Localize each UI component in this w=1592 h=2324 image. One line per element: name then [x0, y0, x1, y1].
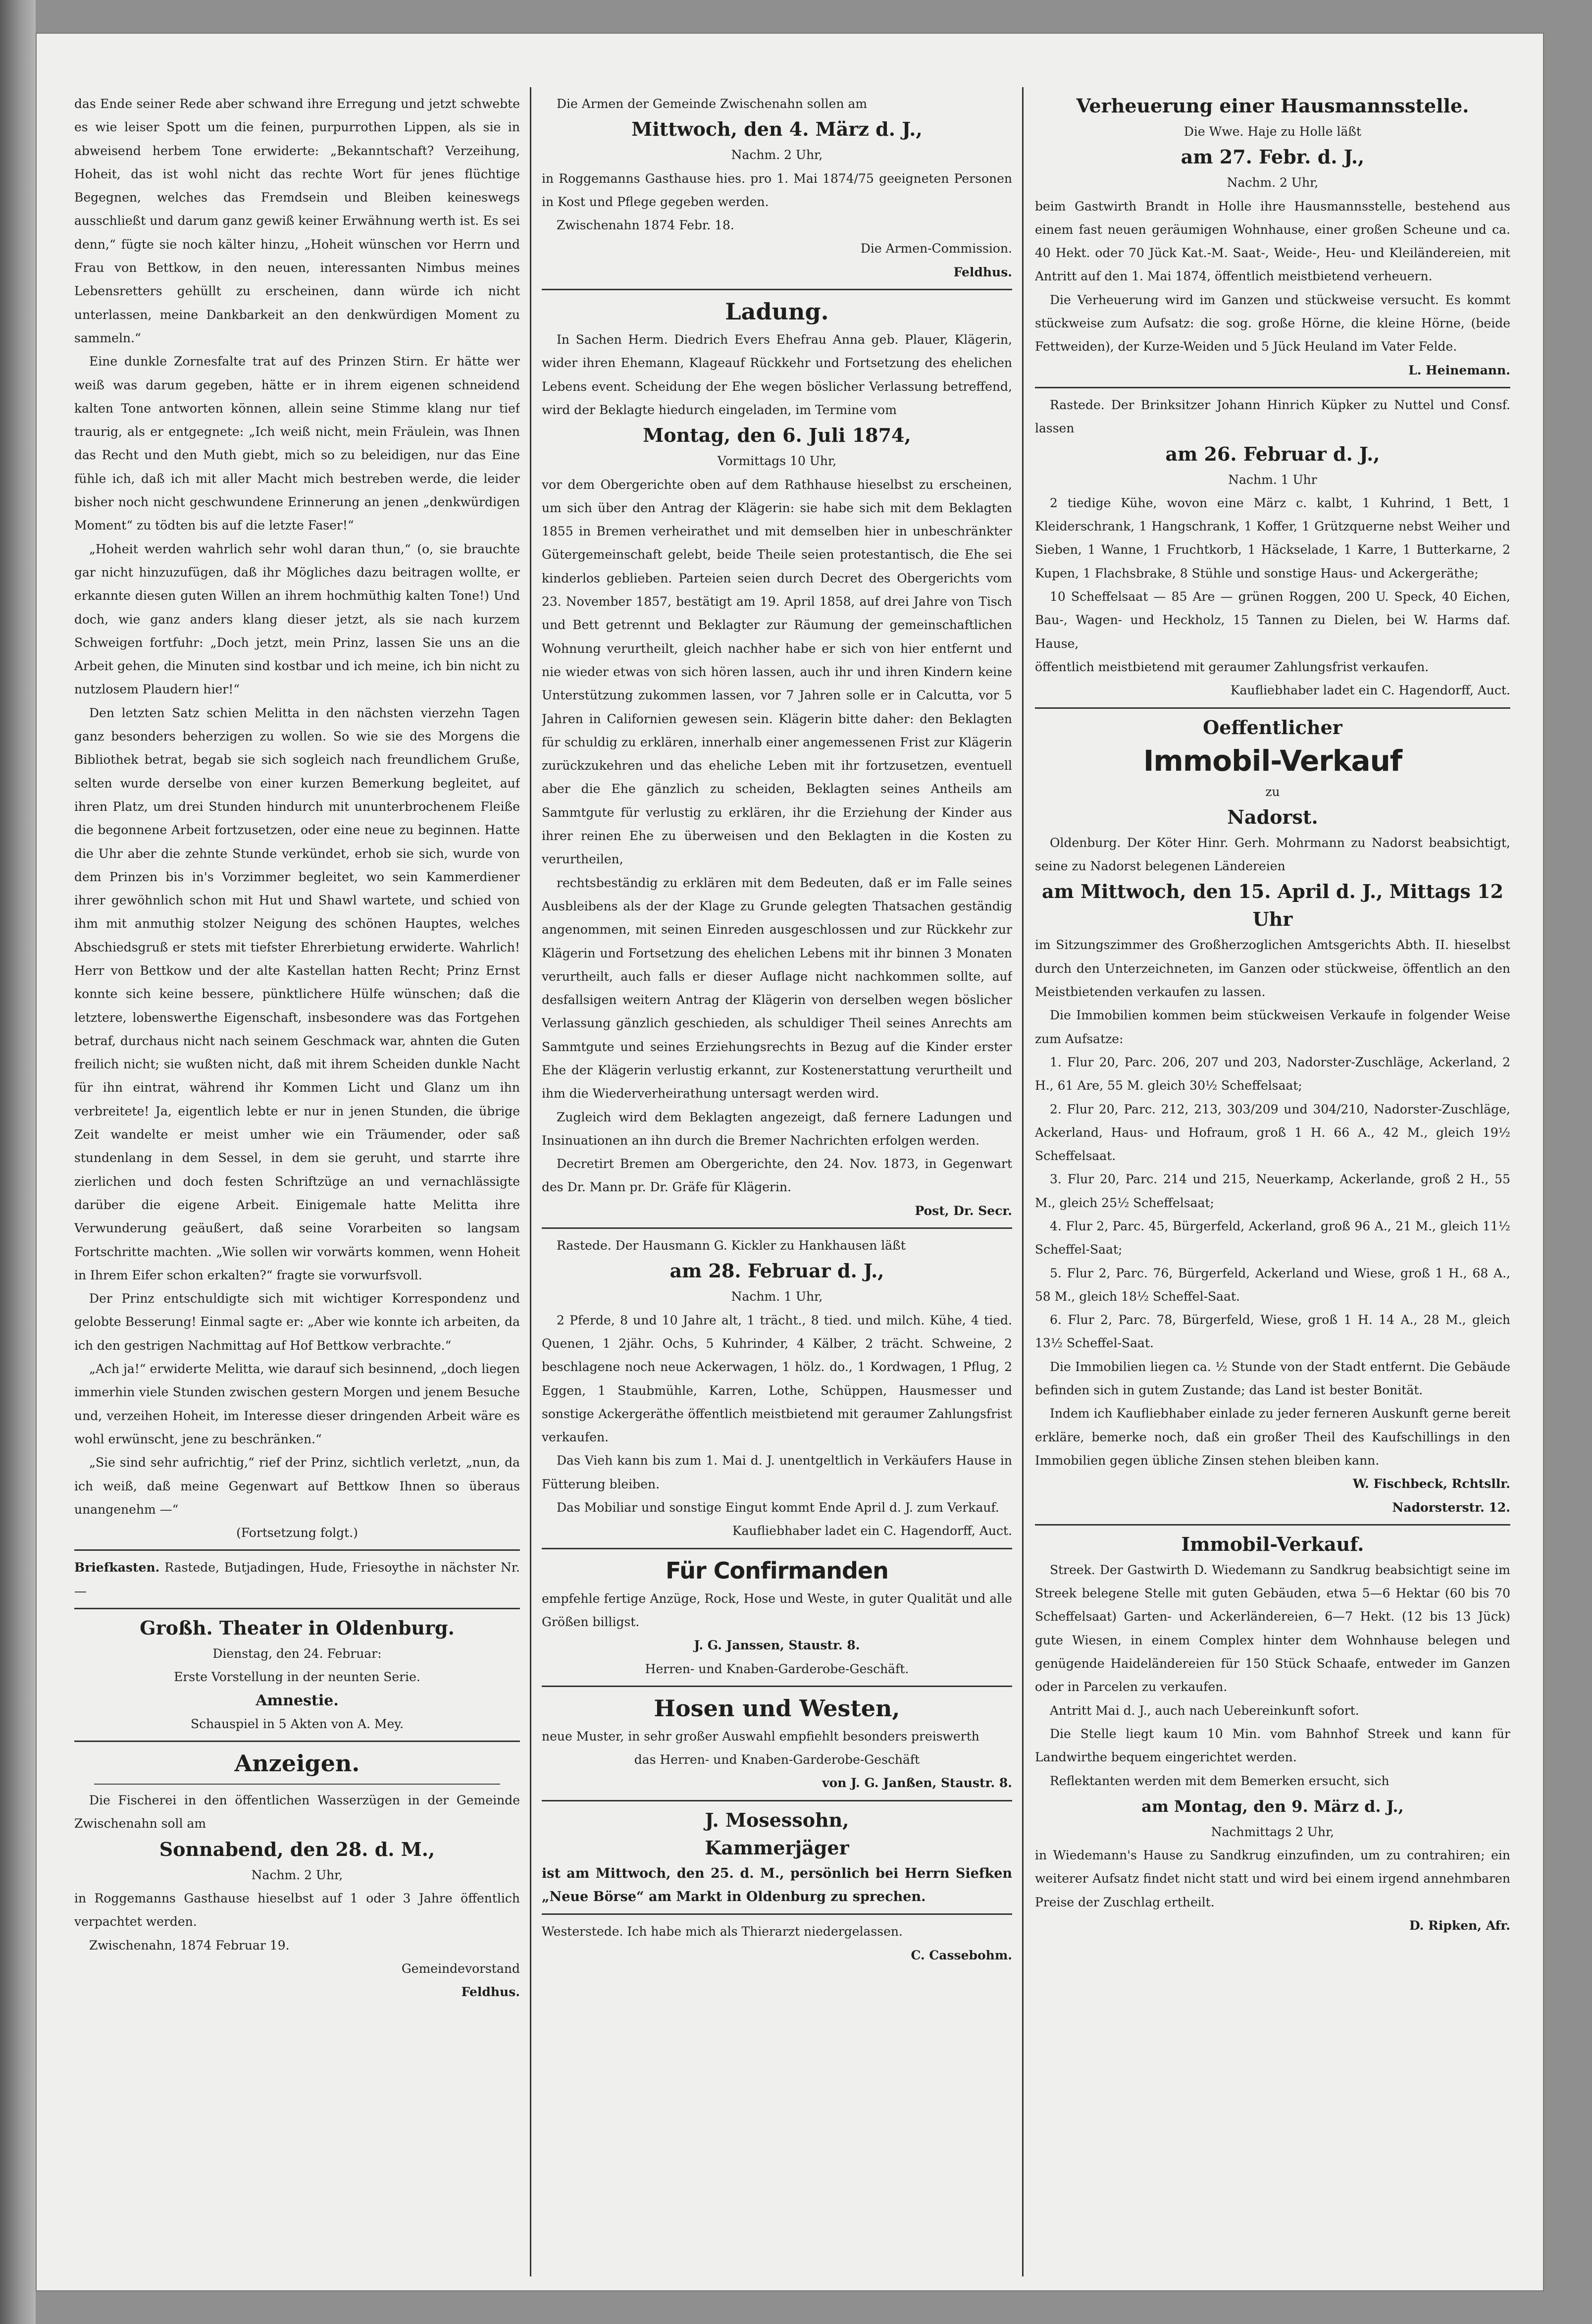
summons-paragraph: In Sachen Herm. Diedrich Evers Ehefrau Anna geb. Plauer, Klägerin, wider ihren Ehemann, Klageauf Rückkehr und Fortsetzung des ehelichen Lebens event. Scheidung der Ehe wegen böslicher Verlassung betreffend, wird der Beklagte hiedurch eingeladen, im Termine vom: [542, 332, 1012, 417]
story-paragraph: Der Prinz entschuldigte sich mit wichtiger Korrespondenz und gelobte Besserung! Einmal sagte er: „Aber wie konnte ich arbeiten, da ich den gestrigen Nachmittag auf Hof Bettkow verbrachte.“: [74, 1291, 520, 1353]
summons-title: Ladung.: [725, 298, 829, 325]
fishery-signature-name: Feldhus.: [461, 1985, 520, 2000]
trousers-text: neue Muster, in sehr großer Auswahl empfiehlt besonders preiswerth: [542, 1729, 979, 1743]
story-paragraph: Eine dunkle Zornesfalte trat auf des Prinzen Stirn. Er hätte wer weiß was darum gegeben, hätte er in ihrem eigenen schneidend kalten Tone antworten können, allein seine Stimme klang nur tief traurig, als er entgegnete: „Ich weiß nicht, mein Fräulein, was Ihnen das Recht und den Muth giebt, mich so zu beleidigen, nur das Eine fühle ich, daß ich mit aller Macht mich bestreben werde, die leider bisher noch nicht geschwundene Erinnerung an jenen „denkwürdigen Moment“ zu tödten bis auf die letzte Faser!“: [74, 354, 520, 533]
divider: [542, 1227, 1012, 1229]
lease-signature: L. Heinemann.: [1408, 363, 1510, 377]
property-sale-2-text: Antritt Mai d. J., auch nach Uebereinkunft sofort.: [1050, 1703, 1359, 1718]
confirmation-title: Für Confirmanden: [666, 1557, 888, 1584]
parcel-item: 3. Flur 20, Parc. 214 und 215, Neuerkamp, Ackerlande, groß 2 H., 55 M., gleich 25½ Scheffelsaat;: [1035, 1172, 1510, 1210]
auction-text: Das Mobiliar und sonstige Eingut kommt Ende April d. J. zum Verkauf.: [557, 1500, 999, 1515]
parcel-item: 2. Flur 20, Parc. 212, 213, 303/209 und 304/210, Nadorster-Zuschläge, Ackerland, Haus- und Hofraum, groß 1 H. 66 A., 42 M., gleich 19½ Scheffelsaat.: [1035, 1102, 1510, 1163]
property-sale-place: Nadorst.: [1227, 805, 1318, 828]
property-sale-2-text: Die Stelle liegt kaum 10 Min. vom Bahnhof Streek und kann für Landwirthe bequem eingerichtet werden.: [1035, 1726, 1510, 1765]
theater-play: Amnestie.: [256, 1691, 339, 1709]
property-sale-2-time: Nachmittags 2 Uhr,: [1211, 1824, 1335, 1839]
confirmation-text: empfehle fertige Anzüge, Rock, Hose und Weste, in guter Qualität und alle Größen billigst.: [542, 1591, 1012, 1629]
poor-relief-place: Zwischenahn 1874 Febr. 18.: [557, 218, 734, 233]
auction-text: 2 tiedige Kühe, wovon eine März c. kalbt, 1 Kuhrind, 1 Bett, 1 Kleiderschrank, 1 Hangschrank, 1 Koffer, 1 Grützquerne nebst Weiher und Sieben, 1 Wanne, 1 Fruchtkorb, 1 Häckselade, 1 Karre, 1 Butterkarne, 2 Kupen, 1 Flachsbrake, 8 Stühle und sonstige Haus- und Ackergeräthe;: [1035, 495, 1510, 581]
ads-title: Anzeigen.: [234, 1750, 360, 1777]
poor-relief-date: Mittwoch, den 4. März d. J.,: [631, 118, 923, 141]
property-sale-2-text: in Wiedemann's Hause zu Sandkrug einzufinden, um zu contrahiren; ein weiterer Aufsatz findet nicht statt und wird bei einem irgend annehmbaren Preise der Zuschlag ertheilt.: [1035, 1848, 1510, 1909]
divider: [1035, 707, 1510, 709]
poor-relief-signature: Die Armen-Commission.: [860, 241, 1012, 256]
property-sale-intro: Oldenburg. Der Köter Hinr. Gerh. Mohrmann zu Nadorst beabsichtigt, seine zu Nadorst belegenen Ländereien: [1035, 835, 1510, 874]
fishery-text: in Roggemanns Gasthause hieselbst auf 1 oder 3 Jahre öffentlich verpachtet werden.: [74, 1891, 520, 1929]
divider: [542, 1913, 1012, 1915]
poor-relief-signature-name: Feldhus.: [953, 264, 1012, 279]
theater-line: Erste Vorstellung in der neunten Serie.: [174, 1670, 420, 1685]
story-paragraph: das Ende seiner Rede aber schwand ihre Erregung und jetzt schwebte es wie leiser Spott um die feinen, purpurrothen Lippen, als sie in abweisend herbem Tone erwiderte: „Bekanntschaft? Verzeihung, Hoheit, das ist wohl nicht das rechte Wort für jenes flüchtige Begegnen, welches das Fremdsein und Bleiben keineswegs ausschließt und darum ganz gewiß keiner Erwähnung werth ist. Es sei denn,“ fügte sie noch kälter hinzu, „Hoheit wünschen vor Herrn und Frau von Bettkow, in den neuen, interessanten Nimbus meines Lebensretters gehüllt zu erscheinen, dann würde ich nicht unterlassen, meine Dankbarkeit an den denkwürdigen Moment zu sammeln.“: [74, 97, 520, 345]
property-sale-title: Oeffentlicher: [1203, 716, 1342, 739]
parcel-item: 1. Flur 20, Parc. 206, 207 und 203, Nadorster-Zuschläge, Ackerland, 2 H., 61 Are, 55 M. gleich 30½ Scheffelsaat;: [1035, 1055, 1510, 1093]
auction-signature: Kaufliebhaber ladet ein C. Hagendorff, Auct.: [1230, 683, 1510, 698]
summons-signature: Post, Dr. Secr.: [915, 1203, 1012, 1218]
parcel-item: 4. Flur 2, Parc. 45, Bürgerfeld, Ackerland, groß 96 A., 21 M., gleich 11½ Scheffel-Saat;: [1035, 1218, 1510, 1257]
property-sale-text: Die Immobilien kommen beim stückweisen Verkaufe in folgender Weise zum Aufsatze:: [1035, 1008, 1510, 1046]
divider: [1035, 1524, 1510, 1526]
vet-text: Westerstede. Ich habe mich als Thierarzt niedergelassen.: [542, 1924, 903, 1939]
column-1: [74, 92, 520, 2281]
auction-time: Nachm. 1 Uhr: [1228, 472, 1317, 487]
letterbox-title: Briefkasten.: [74, 1560, 160, 1575]
fishery-intro: Die Fischerei in den öffentlichen Wasserzügen in der Gemeinde Zwischenahn soll am: [74, 1793, 520, 1831]
lease-text: beim Gastwirth Brandt in Holle ihre Hausmannsstelle, bestehend aus einem fast neuen geräumigen Wohnhause, einer großen Scheune und ca. 40 Hekt. oder 70 Jück Kat.-M. Saat-, Weide-, Heu- und Kleiländereien, mit Antritt auf den 1. Mai 1874, öffentlich meistbietend verheuern.: [1035, 199, 1510, 284]
column-2: [542, 92, 1012, 2281]
fishery-signature: Gemeindevorstand: [401, 1961, 520, 1976]
summons-paragraph: vor dem Obergerichte oben auf dem Rathhause hieselbst zu erscheinen, um sich über den Antrag der Klägerin: sie habe sich mit dem Beklagten 1855 in Bremen verheirathet und mit demselben hier in unbeschränkter Gütergemeinschaft gelebt, beide Theile seien protestantisch, die Ehe sei kinderlos geblieben. Parteien seien durch Decret des Obergerichts vom 23. November 1857, bestätigt am 19. April 1858, auf drei Jahre von Tisch und Bett getrennt und Beklagter zur Räumung der gemeinschaftlichen Wohnung verurtheilt, gleich nachher habe er sich von hier entfernt und nie wieder etwas von sich hören lassen, auch ihr und ihren Kindern keine Unterstützung zukommen lassen, vor 7 Jahren solle er in Calcutta, vor 5 Jahren in Californien gewesen sein. Klägerin bitte daher: den Beklagten für schuldig zu erklären, innerhalb einer angemessenen Frist zur Klägerin zurückzukehren und das eheliche Leben mit ihr fortzusetzen, eventuell aber die Ehe gänzlich zu scheiden, Beklagten seines Antheils am Sammtgute für verlustig zu erklären, ihr die Erziehung der Kinder aus ihrer reinen Ehe zu überweisen und den Beklagten in die Kosten zu verurtheilen,: [542, 477, 1012, 867]
property-sale-address: Nadorsterstr. 12.: [1392, 1500, 1510, 1515]
exterminator-title: Kammerjäger: [705, 1836, 849, 1859]
summons-time: Vormittags 10 Uhr,: [717, 454, 837, 469]
auction-text: 10 Scheffelsaat — 85 Are — grünen Roggen, 200 U. Speck, 40 Eichen, Bau-, Wagen- und Heckholz, 15 Tannen zu Dielen, bei W. Harms daf. Hause,: [1035, 589, 1510, 651]
parcel-item: 5. Flur 2, Parc. 76, Bürgerfeld, Ackerland und Wiese, groß 1 H., 68 A., 58 M., gleich 18½ Scheffel-Saat.: [1035, 1266, 1510, 1304]
summons-paragraph: rechtsbeständig zu erklären mit dem Bedeuten, daß er im Falle seines Ausbleibens als der der Klage zu Grunde gelegten Thatsachen geständig angenommen, mit seinen Einreden ausgeschlossen und zur Rückkehr zur Klägerin und Fortsetzung des ehelichen Lebens mit ihr binnen 3 Monaten verurtheilt, auch falls er dieser Auflage nicht nachkommen sollte, auf desfallsigen weitern Antrag der Klägerin von derselben wegen böslicher Verlassung gänzlich geschieden, als schuldiger Theil seines Anrechts am Sammtgute und seines Erziehungsrechts in Bezug auf die Kinder erster Ehe der Klägerin verlustig erkannt, zur Kostenerstattung verurtheilt und ihm die Wiederverheirathung untersagt werden wird.: [542, 875, 1012, 1101]
poor-relief-text: in Roggemanns Gasthause hies. pro 1. Mai 1874/75 geeigneten Personen in Kost und Pflege gegeben werden.: [542, 171, 1012, 209]
confirmation-subtitle: Herren- und Knaben-Garderobe-Geschäft.: [645, 1661, 909, 1676]
divider: [542, 1800, 1012, 1801]
auction-intro: Rastede. Der Hausmann G. Kickler zu Hankhausen läßt: [557, 1238, 906, 1253]
story-paragraph: „Ach ja!“ erwiderte Melitta, wie darauf sich besinnend, „doch liegen immerhin viele Stunden zwischen gestern Morgen und jenem Besuche und, verzeihen Hoheit, im Interesse dieser dringenden Arbeit wäre es wohl erwünscht, jene zu beschränken.“: [74, 1362, 520, 1446]
property-sale-2-text: Streek. Der Gastwirth D. Wiedemann zu Sandkrug beabsichtigt seine im Streek belegene Stelle mit guten Gebäuden, etwa 5—6 Hektar (60 bis 70 Scheffelsaat) Garten- und Ackerländereien, 6—7 Hekt. (12 bis 13 Jück) gute Wiesen, in einem Complex hinter dem Wohnhause belegen und genügende Haideländereien für 150 Stück Schaafe, entweder im Ganzen oder in Parcelen zu verkaufen.: [1035, 1562, 1510, 1694]
fishery-place: Zwischenahn, 1874 Februar 19.: [89, 1938, 290, 1953]
property-sale-text: Die Immobilien liegen ca. ½ Stunde von der Stadt entfernt. Die Gebäude befinden sich in gutem Zustande; das Land ist bester Bonität.: [1035, 1359, 1510, 1398]
divider: [74, 1549, 520, 1551]
property-sale-2-signature: D. Ripken, Afr.: [1409, 1918, 1510, 1933]
property-sale-text: Indem ich Kaufliebhaber einlade zu jeder ferneren Auskunft gerne bereit erkläre, bemerke noch, daß ein großer Theil des Kaufschillings in den Immobilien gegen übliche Zinsen stehen bleiben kann.: [1035, 1406, 1510, 1468]
newspaper-page: [36, 33, 1544, 2291]
auction-signature: Kaufliebhaber ladet ein C. Hagendorff, Auct.: [732, 1524, 1012, 1538]
letterbox-text: Rastede, Butjadingen, Hude, Friesoythe in nächster Nr. —: [74, 1560, 520, 1598]
trousers-subtitle: das Herren- und Knaben-Garderobe-Geschäft: [634, 1752, 920, 1767]
auction-text: Das Vieh kann bis zum 1. Mai d. J. unentgeltlich in Verkäufers Hause in Fütterung bleiben.: [542, 1453, 1012, 1491]
auction-date: am 26. Februar d. J.,: [1165, 442, 1380, 465]
serial-story: [74, 92, 520, 1544]
letterbox: [74, 1556, 520, 1603]
theater-line: Dienstag, den 24. Februar:: [212, 1646, 382, 1661]
auction-date: am 28. Februar d. J.,: [669, 1260, 884, 1282]
column-rule-2: [1022, 87, 1024, 2276]
lease-time: Nachm. 2 Uhr,: [1227, 175, 1319, 190]
fishery-date: Sonnabend, den 28. d. M.,: [159, 1838, 435, 1860]
story-paragraph: Den letzten Satz schien Melitta in den nächsten vierzehn Tagen ganz besonders beherzigen zu wollen. So wie sie des Morgens die Bibliothek betrat, begab sie sich sogleich nach freundlichem Gruße, selten wurde derselbe von einer kurzen Bemerkung begleitet, auf ihren Platz, um drei Stunden hindurch mit ununterbrochenem Fleiße die begonnene Arbeit fortzusetzen, oder eine neue zu beginnen. Hatte die Uhr aber die zehnte Stunde verkündet, erhob sie sich, wurde von dem Prinzen bis in's Vorzimmer begleitet, wo sein Kammerdiener ihrer gewöhnlich schon mit Hut und Shawl wartete, und schied von ihm mit anmuthig stolzer Neigung des schönen Hauptes, welches Abschiedsgruß er stets mit tiefster Ehrerbietung erwiderte. Wahrlich! Herr von Bettkow und der alte Kastellan hatten Recht; Prinz Ernst konnte sich keine bessere, pünktlichere Hülfe wünschen; daß die letztere, lobenswerthe Eigenschaft, insbesondere was das Fortgehen betraf, durchaus nicht nach seinem Geschmack war, ahnten die Guten freilich nicht; sie wußten nicht, daß mit ihrem Scheiden dunkle Nacht für ihn eintrat, während ihr Kommen Licht und Glanz um ihn verbreitete! Ja, eigentlich lebte er nur in jenen Stunden, die übrige Zeit wandelte er meist umher wie ein Träumender, oder saß stundenlang in dem Sessel, in dem sie geruht, und starrte ihre zierlichen und doch festen Schriftzüge an und vernachlässigte darüber die eigene Arbeit. Einigemale hatte Melitta ihre Verwunderung geäußert, daß seine Vorarbeiten so langsam Fortschritte machten. „Wie sollen wir vorwärts kommen, wenn Hoheit in Ihrem Eifer schon erkalten?“ fragte sie vorwurfsvoll.: [74, 705, 520, 1282]
continued-note: (Fortsetzung folgt.): [236, 1526, 358, 1540]
previous-page-edge: [0, 0, 36, 2324]
parcel-item: 6. Flur 2, Parc. 78, Bürgerfeld, Wiese, groß 1 H. 14 A., 28 M., gleich 13½ Scheffel-Saat.: [1035, 1313, 1510, 1351]
divider: [74, 1608, 520, 1609]
auction-time: Nachm. 1 Uhr,: [731, 1289, 823, 1304]
property-sale-2-title: Immobil-Verkauf.: [1181, 1532, 1364, 1555]
story-paragraph: „Hoheit werden wahrlich sehr wohl daran thun,“ (o, sie brauchte gar nicht hinzuzufügen, daß ihr Mögliches dazu beitragen wollte, er erkannte diesen guten Willen an ihrem hochmüthig kalten Tone!) Und doch, wie ganz anders klang dieser jetzt, als sie nach kurzem Schweigen fortfuhr: „Doch jetzt, mein Prinz, lassen Sie uns an die Arbeit gehen, die Minuten sind kostbar und ich meine, ich bin nicht zu nutzlosem Plaudern hier!“: [74, 541, 520, 697]
summons-paragraph: Zugleich wird dem Beklagten angezeigt, daß fernere Ladungen und Insinuationen an ihn durch die Bremer Nachrichten erfolgen werden.: [542, 1109, 1012, 1148]
auction-intro: Rastede. Der Brinksitzer Johann Hinrich Küpker zu Nuttel und Consf. lassen: [1035, 397, 1510, 436]
vet-signature: C. Cassebohm.: [911, 1948, 1012, 1962]
divider: [1035, 387, 1510, 388]
summons-date: Montag, den 6. Juli 1874,: [643, 424, 911, 447]
theater-genre: Schauspiel in 5 Akten von A. Mey.: [190, 1716, 404, 1731]
lease-intro: Die Wwe. Haje zu Holle läßt: [1183, 124, 1362, 139]
property-sale-date: am Mittwoch, den 15. April d. J., Mittags 12 Uhr: [1041, 880, 1504, 931]
auction-text: öffentlich meistbietend mit geraumer Zahlungsfrist verkaufen.: [1035, 659, 1429, 674]
property-sale-2-date: am Montag, den 9. März d. J.,: [1141, 1796, 1404, 1816]
trousers-title: Hosen und Westen,: [654, 1694, 900, 1722]
confirmation-signature: J. G. Janssen, Staustr. 8.: [694, 1638, 860, 1653]
auction-text: 2 Pferde, 8 und 10 Jahre alt, 1 trächt., 8 tied. und milch. Kühe, 4 tied. Quenen, 1 2jähr. Ochs, 5 Kuhrinder, 4 Kälber, 2 trächt. Schweine, 2 beschlagene noch neue Ackerwagen, 1 hölz. do., 1 Kordwagen, 1 Pflug, 2 Eggen, 1 Staubmühle, Karren, Lothe, Schüppen, Hausmesser und sonstige Ackergeräthe öffentlich meistbietend mit geraumer Zahlungsfrist verkaufen.: [542, 1313, 1012, 1445]
property-sale-zu: zu: [1265, 784, 1280, 799]
column-rule-1: [530, 87, 531, 2276]
divider: [94, 1784, 500, 1785]
divider: [542, 1686, 1012, 1687]
property-sale-2-text: Reflektanten werden mit dem Bemerken ersucht, sich: [1050, 1773, 1389, 1788]
story-paragraph: „Sie sind sehr aufrichtig,“ rief der Prinz, sichtlich verletzt, „nun, da ich weiß, daß meine Gegenwart auf Bettkow Ihnen so überaus unangenehm —“: [74, 1455, 520, 1517]
divider: [542, 1548, 1012, 1549]
lease-date: am 27. Febr. d. J.,: [1181, 146, 1365, 168]
fishery-time: Nachm. 2 Uhr,: [251, 1867, 343, 1882]
property-sale-text: im Sitzungszimmer des Großherzoglichen Amtsgerichts Abth. II. hieselbst durch den Unterzeichneten, im Ganzen oder stückweise, öffentlich an den Meistbietenden verkaufen zu lassen.: [1035, 938, 1510, 1000]
summons-paragraph: Decretirt Bremen am Obergerichte, den 24. Nov. 1873, in Gegenwart des Dr. Mann pr. Dr. Gräfe für Klägerin.: [542, 1157, 1012, 1195]
exterminator-name: J. Mosessohn,: [705, 1808, 849, 1831]
lease-title: Verheuerung einer Hausmannsstelle.: [1076, 95, 1469, 117]
poor-relief-intro: Die Armen der Gemeinde Zwischenahn sollen am: [557, 97, 868, 111]
lease-text: Die Verheuerung wird im Ganzen und stückweise versucht. Es kommt stückweise zum Aufsatz: die sog. große Hörne, die kleine Hörne, (beide Fettweiden), der Kurze-Weiden und 5 Jück Heuland im Vater Felde.: [1035, 292, 1510, 354]
poor-relief-time: Nachm. 2 Uhr,: [731, 148, 823, 162]
trousers-signature: von J. G. Janßen, Staustr. 8.: [822, 1776, 1012, 1791]
property-sale-signature: W. Fischbeck, Rchtsllr.: [1352, 1477, 1510, 1491]
divider: [74, 1741, 520, 1742]
theater-title: Großh. Theater in Oldenburg.: [140, 1617, 455, 1639]
column-3: [1035, 92, 1510, 2281]
divider: [542, 289, 1012, 290]
property-sale-title: Immobil-Verkauf: [1143, 743, 1402, 778]
exterminator-text: ist am Mittwoch, den 25. d. M., persönlich bei Herrn Siefken „Neue Börse“ am Markt in Oldenburg zu sprechen.: [542, 1865, 1012, 1904]
